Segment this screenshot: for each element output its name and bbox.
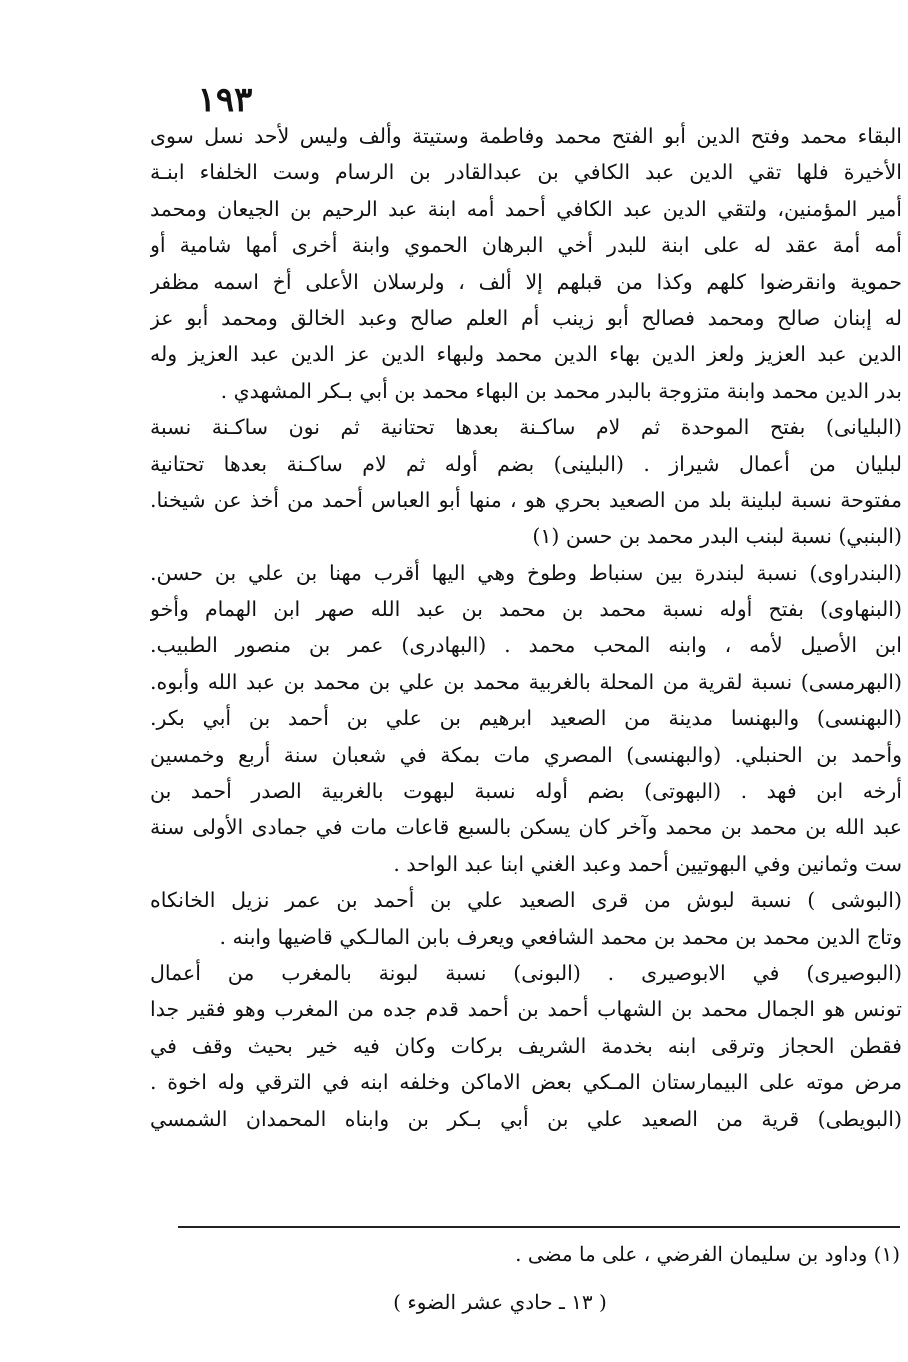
text-line: حموية وانقرضوا كلهم وكذا من قبلهم إلا ألف ، ولرسلان الأعلى أخ اسمه مظفر xyxy=(150,269,902,294)
text-line: له إبنان صالح ومحمد فصالح أبو زينب أم العلم صالح وعبد الخالق ومحمد أبو عز xyxy=(150,305,902,330)
footnote: (١) وداود بن سليمان الفرضي ، على ما مضى . xyxy=(515,1242,900,1266)
text-line: أرخه ابن فهد . (البهوتى) بضم أوله نسبة لبهوت بالغربية الصدر أحمد بن xyxy=(150,779,902,804)
text-line: (البهنسى) والبهنسا مدينة من الصعيد ابرهيم بن علي بن أحمد بن أبي بكر. xyxy=(150,706,902,731)
text-line: بدر الدين محمد وابنة متزوجة بالبدر محمد بن البهاء محمد بن أبي بـكر المشهدي . xyxy=(220,378,902,403)
text-line: (البنهاوى) بفتح أوله نسبة محمد بن محمد بن عبد الله صهر ابن الهمام وأخو xyxy=(150,597,902,622)
body-text xyxy=(150,118,902,1137)
signature-mark: ( ١٣ ـ حادي عشر الضوء ) xyxy=(393,1290,607,1314)
text-line: (البويطى) قرية من الصعيد علي بن أبي بـكر بن وابناه المحمدان الشمسي xyxy=(150,1106,902,1131)
text-line: تونس هو الجمال محمد بن الشهاب أحمد بن أحمد قدم جده من المغرب وهو فقير جدا xyxy=(150,997,902,1022)
text-line: ست وثمانين وفي البهوتيين أحمد وعبد الغني ابنا عبد الواحد . xyxy=(393,851,902,876)
text-line: ابن الأصيل لأمه ، وابنه المحب محمد . (البهادرى) عمر بن منصور الطبيب. xyxy=(150,633,902,658)
text-line: البقاء محمد وفتح الدين أبو الفتح محمد وفاطمة وستيتة وألف وليس لأحد نسل سوى xyxy=(150,124,902,148)
text-line: الدين عبد العزيز ولعز الدين بهاء الدين محمد ولبهاء الدين عز الدين عبد العزيز وله xyxy=(150,342,902,367)
text-line: وأحمد بن الحنبلي. (والبهنسى) المصري مات بمكة في شعبان سنة أربع وخمسين xyxy=(150,742,902,767)
text-line: (البنبي) نسبة لبنب البدر محمد بن حسن (١) xyxy=(532,524,902,549)
text-line: مرض موته على البيمارستان المـكي بعض الاماكن وخلفه ابنه في الترقي وله اخوة . xyxy=(150,1070,902,1095)
text-line: (البوشى ) نسبة لبوش من قرى الصعيد علي بن أحمد بن عمر نزيل الخانكاه xyxy=(150,888,902,913)
text-line: (البوصيرى) في الابوصيرى . (البونى) نسبة لبونة بالمغرب من أعمال xyxy=(150,960,902,985)
text-line: لبليان من أعمال شيراز . (البلينى) بضم أوله ثم لام ساكـنة بعدها تحتانية xyxy=(150,451,902,476)
text-line: مفتوحة نسبة لبلينة بلد من الصعيد بحري هو ، منها أبو العباس أحمد من أخذ عن شيخنا. xyxy=(150,487,902,512)
footnote-divider xyxy=(178,1226,900,1228)
text-line: أمه أمة عقد له على ابنة للبدر أخي البرهان الحموي وابنة أخرى أمها شامية أو xyxy=(150,233,902,258)
text-line: (البهرمسى) نسبة لقرية من المحلة بالغربية محمد بن علي بن محمد بن عبد الله وأبوه. xyxy=(150,669,902,694)
text-line: وتاج الدين محمد بن محمد بن محمد الشافعي ويعرف بابن المالـكي قاضيها وابنه . xyxy=(219,924,902,949)
text-line: أمير المؤمنين، ولتقي الدين عبد الكافي أحمد أمه ابنة عبد الرحيم بن الجيعان ومحمد xyxy=(150,196,902,221)
text-line: فقطن الحجاز وترقى ابنه بخدمة الشريف بركات وكان فيه خير بحيث وقف في xyxy=(150,1033,902,1058)
text-line: عبد الله بن محمد بن محمد وآخر كان يسكن بالسبع قاعات مات في جمادى الأولى سنة xyxy=(150,815,902,840)
page-number: ١٩٣ xyxy=(197,80,253,120)
text-line: الأخيرة فلها تقي الدين عبد الكافي بن عبدالقادر بن الرسام وست الخلفاء ابنـة xyxy=(150,160,902,185)
text-line: (البندراوى) نسبة لبندرة بين سنباط وطوخ وهي اليها أقرب مهنا بن علي بن حسن. xyxy=(150,560,902,585)
text-line: (البليانى) بفتح الموحدة ثم لام ساكـنة بعدها تحتانية ثم نون ساكـنة نسبة xyxy=(150,415,902,440)
